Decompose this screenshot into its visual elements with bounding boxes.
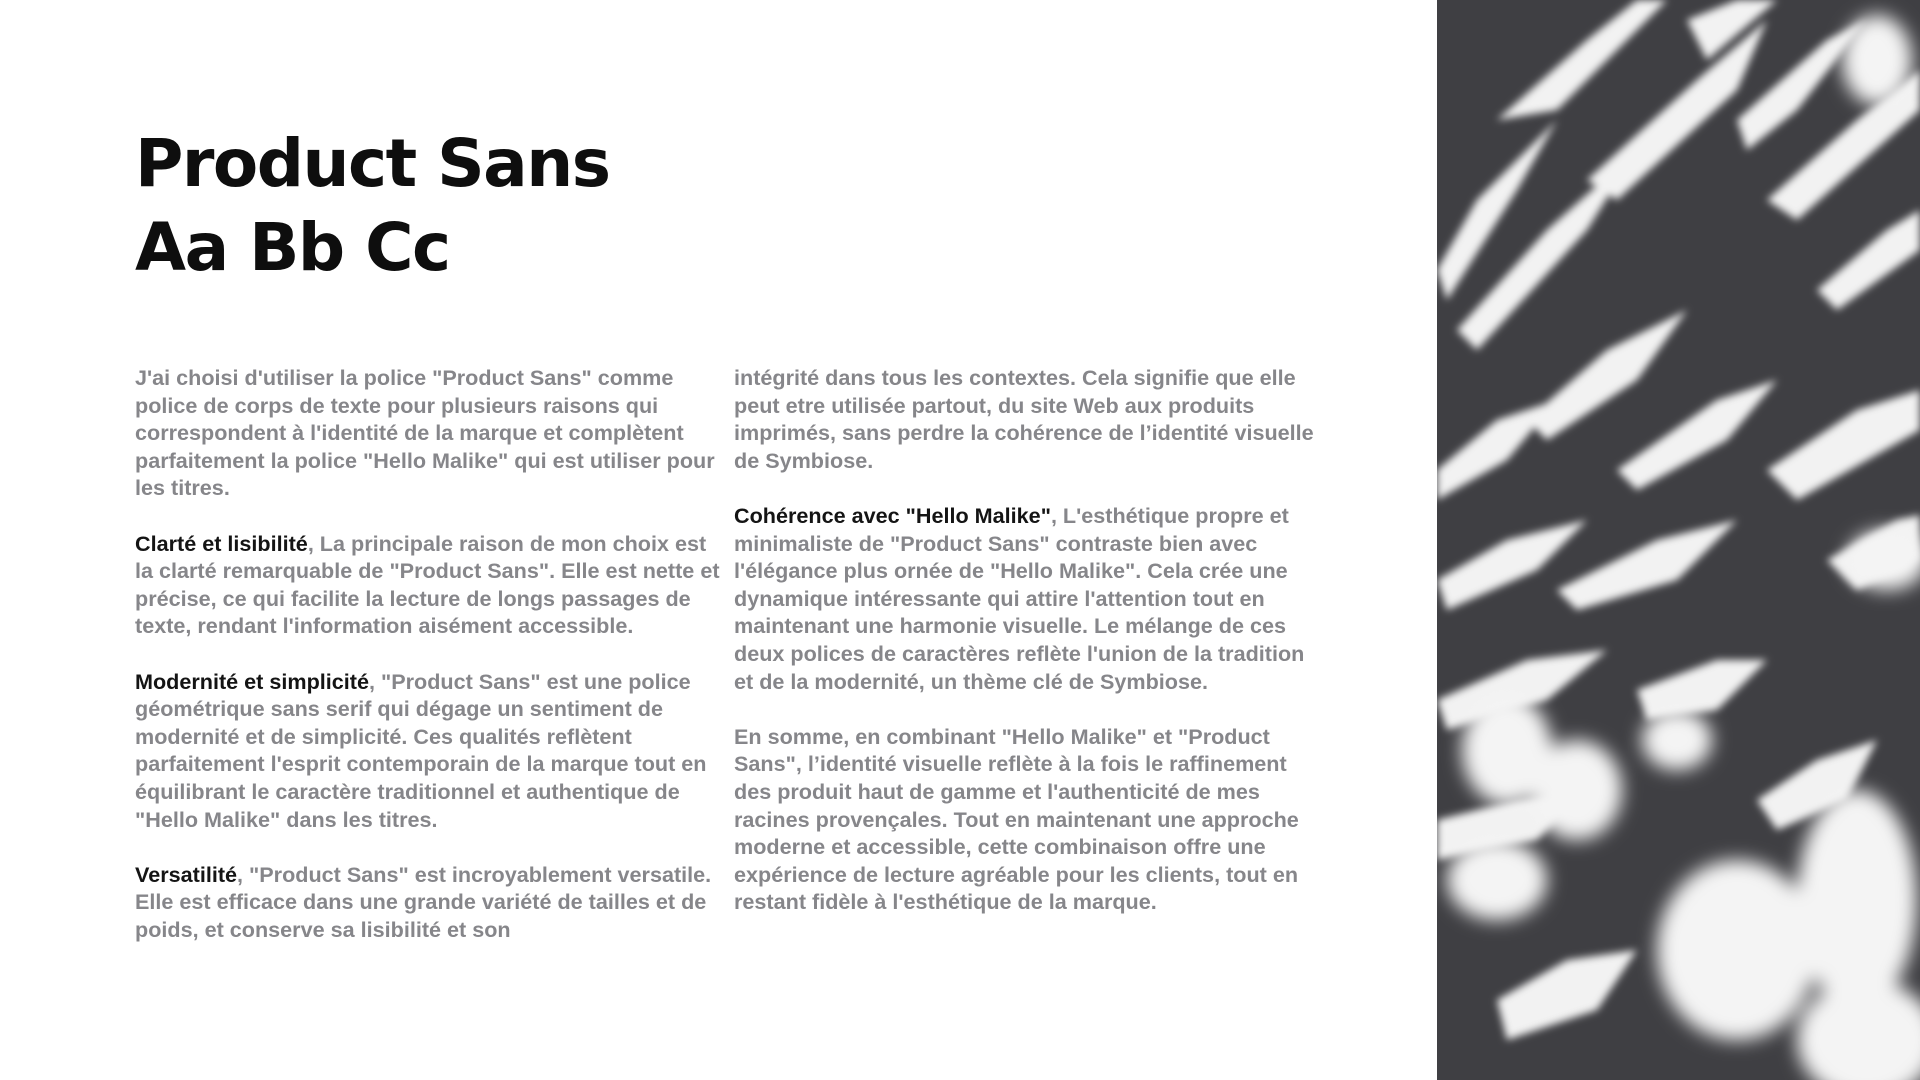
title-line-sample: Aa Bb Cc bbox=[135, 209, 450, 286]
paragraph-lead: Versatilité bbox=[135, 861, 238, 887]
page-title bbox=[135, 122, 610, 290]
title-line-font-name: Product Sans bbox=[135, 125, 610, 202]
paragraph-text: J'ai choisi d'utiliser la police "Product Sans" comme police de corps de texte pour plusieurs raisons qui correspondent à l'identité de la marque et complètent parfaitement la police "Hello Malike" qui est utiliser pour les titres. bbox=[135, 365, 715, 501]
paragraph-conclusion bbox=[734, 723, 1324, 916]
paragraph-text: , L'esthétique propre et minimaliste de "Product Sans" contraste bien avec l'élégance plus ornée de "Hello Malike". Cela crée une dynamique intéressante qui attire l'attention tout en maintenant une harmonie visuelle. Le mélange de ces deux polices de caractères reflète l'union de la tradition et de la modernité, un thème clé de Symbiose. bbox=[734, 502, 1305, 694]
paragraph-lead: Modernité et simplicité bbox=[135, 668, 369, 694]
paragraph-lead: Cohérence avec "Hello Malike" bbox=[734, 502, 1051, 528]
right-text-column bbox=[734, 364, 1324, 943]
paragraph-modernity bbox=[135, 668, 725, 834]
paragraph-text: En somme, en combinant "Hello Malike" et "Product Sans", l’identité visuelle reflète à la fois le raffinement des produit haut de gamme et l'authenticité de mes racines provençales. Tout en maintenant une approche moderne et accessible, cette combinaison offre une expérience de lecture agréable pour les clients, tout en restant fidèle à l'esthétique de la marque. bbox=[734, 723, 1299, 915]
paragraph-text: , La principale raison de mon choix est la clarté remarquable de "Product Sans". Elle est nette et précise, ce qui facilite la lecture de longs passages de texte, rendant l'information aisément accessible. bbox=[135, 530, 720, 639]
paragraph-versatility bbox=[135, 861, 725, 944]
palm-leaf-shadow-image bbox=[1437, 0, 1920, 1080]
paragraph-clarity bbox=[135, 530, 725, 640]
paragraph-integrity bbox=[734, 364, 1324, 474]
paragraph-text: , "Product Sans" est incroyablement versatile. Elle est efficace dans une grande variété de tailles et de poids, et conserve sa lisibilité et son bbox=[135, 861, 712, 942]
paragraph-lead: Clarté et lisibilité bbox=[135, 530, 308, 556]
paragraph-coherence bbox=[734, 502, 1324, 695]
palm-shadow-photo bbox=[1437, 0, 1920, 1080]
paragraph-text: , "Product Sans" est une police géométrique sans serif qui dégage un sentiment de modernité et de simplicité. Ces qualités reflètent parfaitement l'esprit contemporain de la marque tout en équilibrant le caractère traditionnel et authentique de "Hello Malike" dans les titres. bbox=[135, 668, 707, 832]
paragraph-intro bbox=[135, 364, 725, 502]
left-text-column bbox=[135, 364, 725, 971]
paragraph-text: intégrité dans tous les contextes. Cela signifie que elle peut etre utilisée partout, du site Web aux produits imprimés, sans perdre la cohérence de l’identité visuelle de Symbiose. bbox=[734, 365, 1314, 473]
